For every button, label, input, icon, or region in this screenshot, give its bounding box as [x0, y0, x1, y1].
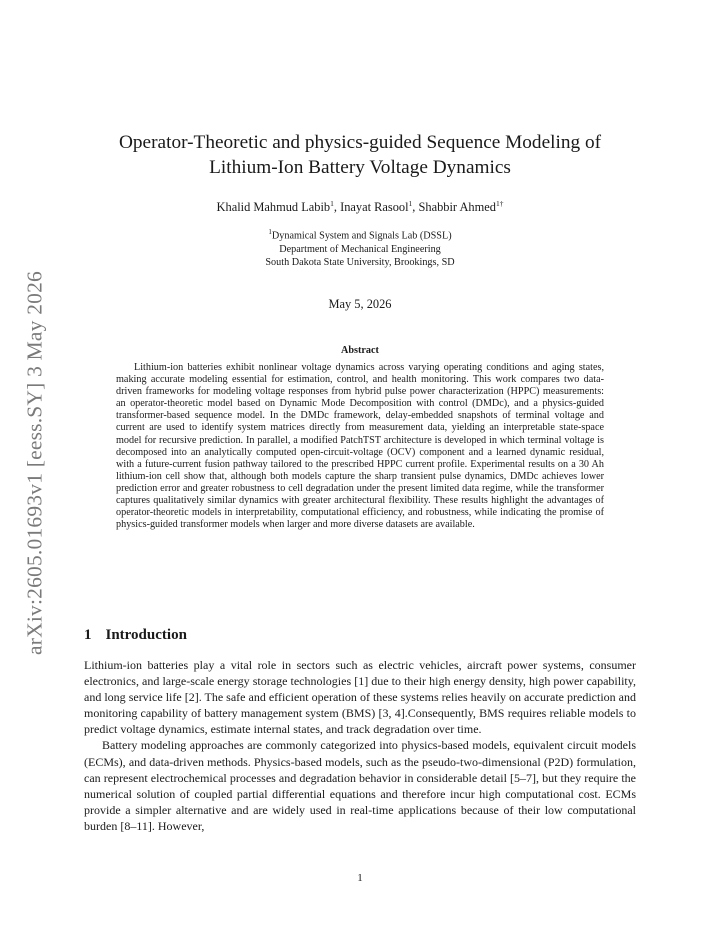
section-title: Introduction: [105, 627, 187, 643]
body-paragraph: Battery modeling approaches are commonly categorized into physics-based models, equivalent circuit models (ECMs), and data-driven methods. Physics-based models, such as the pseudo-two-dimensional (P2D) formulation, can represent electrochemical processes and degradation behavior in considerable detail [5–7], but they require the numerical solution of coupled partial differential equations and therefore incur high computational cost. ECMs provide a simpler alternative and are widely used in real-time applications because of their low computational burden [8–11]. However,: [84, 738, 636, 833]
paper-title-line-1: Operator-Theoretic and physics-guided Sequence Modeling of: [118, 132, 602, 153]
arxiv-identifier: arXiv:2605.01693v1 [eess.SY] 3 May 2026: [22, 270, 47, 656]
author-name: Inayat Rasool: [340, 200, 409, 215]
affiliation-lab: [160, 226, 560, 243]
author-affiliation-mark: 1: [408, 199, 413, 208]
author-name: Khalid Mahmud Labib: [216, 200, 331, 215]
author-1: [217, 200, 341, 214]
page-number: 1: [357, 872, 363, 884]
section-number: 1: [84, 627, 92, 643]
author-name: Shabbir Ahmed: [418, 200, 496, 215]
author-affiliation-mark: 1†: [495, 199, 504, 208]
introduction-body: [84, 657, 636, 834]
author-separator: ,: [333, 200, 341, 215]
publication-date: May 5, 2026: [328, 297, 392, 311]
affiliation-department: Department of Mechanical Engineering: [279, 243, 441, 255]
affiliation-block: [160, 226, 560, 270]
affiliation-university: South Dakota State University, Brookings, SD: [265, 257, 455, 269]
affiliation-lab-name: Dynamical System and Signals Lab (DSSL): [271, 230, 452, 242]
author-list: [60, 199, 660, 215]
author-affiliation-mark: 1: [330, 199, 334, 208]
paper-title: [60, 130, 660, 180]
author-2: [340, 200, 418, 214]
abstract-heading: Abstract: [341, 345, 379, 356]
body-paragraph: Lithium-ion batteries play a vital role in sectors such as electric vehicles, aircraft power systems, consumer electronics, and large-scale energy storage technologies [1] due to their high energy density, high power capability, and long service life [2]. The safe and efficient operation of these systems relies heavily on accurate prediction and monitoring capability of battery management system (BMS) [3, 4].Consequently, BMS requires reliable models to predict voltage dynamics, estimate internal states, and track degradation over time.: [84, 658, 636, 737]
abstract-text: Lithium-ion batteries exhibit nonlinear voltage dynamics across varying operating conditions and aging states, making accurate modeling essential for estimation, control, and health monitoring. This work compares two data-driven frameworks for modeling voltage responses from hybrid pulse power characterization (HPPC) measurements: an operator-theoretic model based on Dynamic Mode Decomposition with control (DMDc), and a physics-guided transformer-based sequence model. In the DMDc framework, delay-embedded snapshots of terminal voltage and current are used to identify system matrices directly from measurement data, yielding an interpretable state-space model for recursive prediction. In parallel, a modified PatchTST architecture is developed in which terminal voltage is decomposed into an analytically computed open-circuit-voltage (OCV) component and a learned dynamic residual, with a future-current fusion pathway tailored to the prescribed HPPC current profile. Experimental results on a 30 Ah lithium-ion cell show that, although both models capture the sharp transient pulse dynamics, DMDc achieves lower prediction error and greater robustness to cell degradation under the present limited data regime, while the transformer captures qualitatively similar dynamics with greater architectural flexibility. These results highlight the advantages of operator-theoretic models in interpretability, computational efficiency, and robustness, while indicating the promise of physics-guided transformer models when larger and more diverse datasets are available.: [116, 362, 604, 531]
paper-title-line-2: Lithium-Ion Battery Voltage Dynamics: [209, 157, 511, 178]
section-heading-introduction: [84, 627, 187, 644]
affiliation-mark: 1: [268, 228, 272, 236]
author-3: [419, 200, 504, 214]
arxiv-sidebar: [19, 253, 51, 673]
author-separator: ,: [412, 200, 419, 215]
